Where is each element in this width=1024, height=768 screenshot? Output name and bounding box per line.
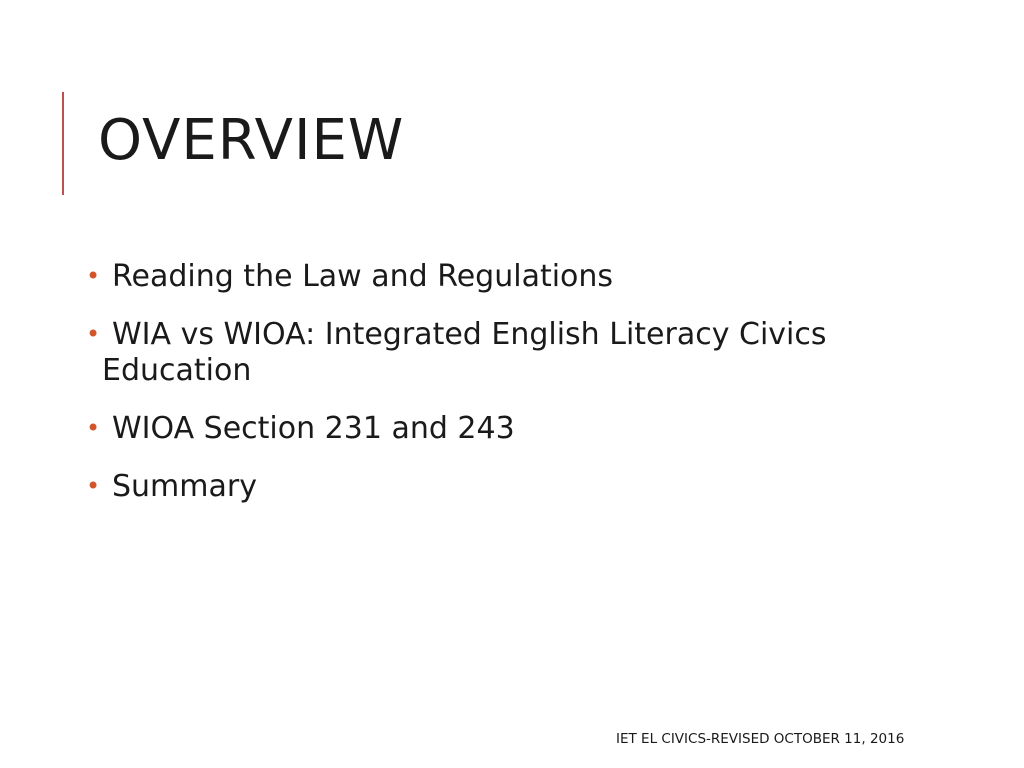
bullet-text: WIOA Section 231 and 243 xyxy=(112,411,515,446)
bullet-text: Summary xyxy=(112,469,257,504)
bullet-text: WIA vs WIOA: Integrated English Literacy Civics Education xyxy=(102,317,827,388)
title-accent-bar xyxy=(62,92,64,195)
bullet-icon: • xyxy=(86,262,101,290)
bullet-icon: • xyxy=(86,320,101,348)
bullet-text: Reading the Law and Regulations xyxy=(112,259,614,294)
bullet-item xyxy=(86,410,906,447)
bullet-item xyxy=(86,258,906,295)
bullet-item xyxy=(86,468,906,505)
bullet-icon: • xyxy=(86,414,101,442)
bullet-icon: • xyxy=(86,472,101,500)
bullet-list xyxy=(86,258,906,526)
slide-footer: IET EL CIVICS-REVISED OCTOBER 11, 2016 xyxy=(616,731,905,747)
slide-title: OVERVIEW xyxy=(98,108,405,173)
bullet-item xyxy=(86,316,906,389)
